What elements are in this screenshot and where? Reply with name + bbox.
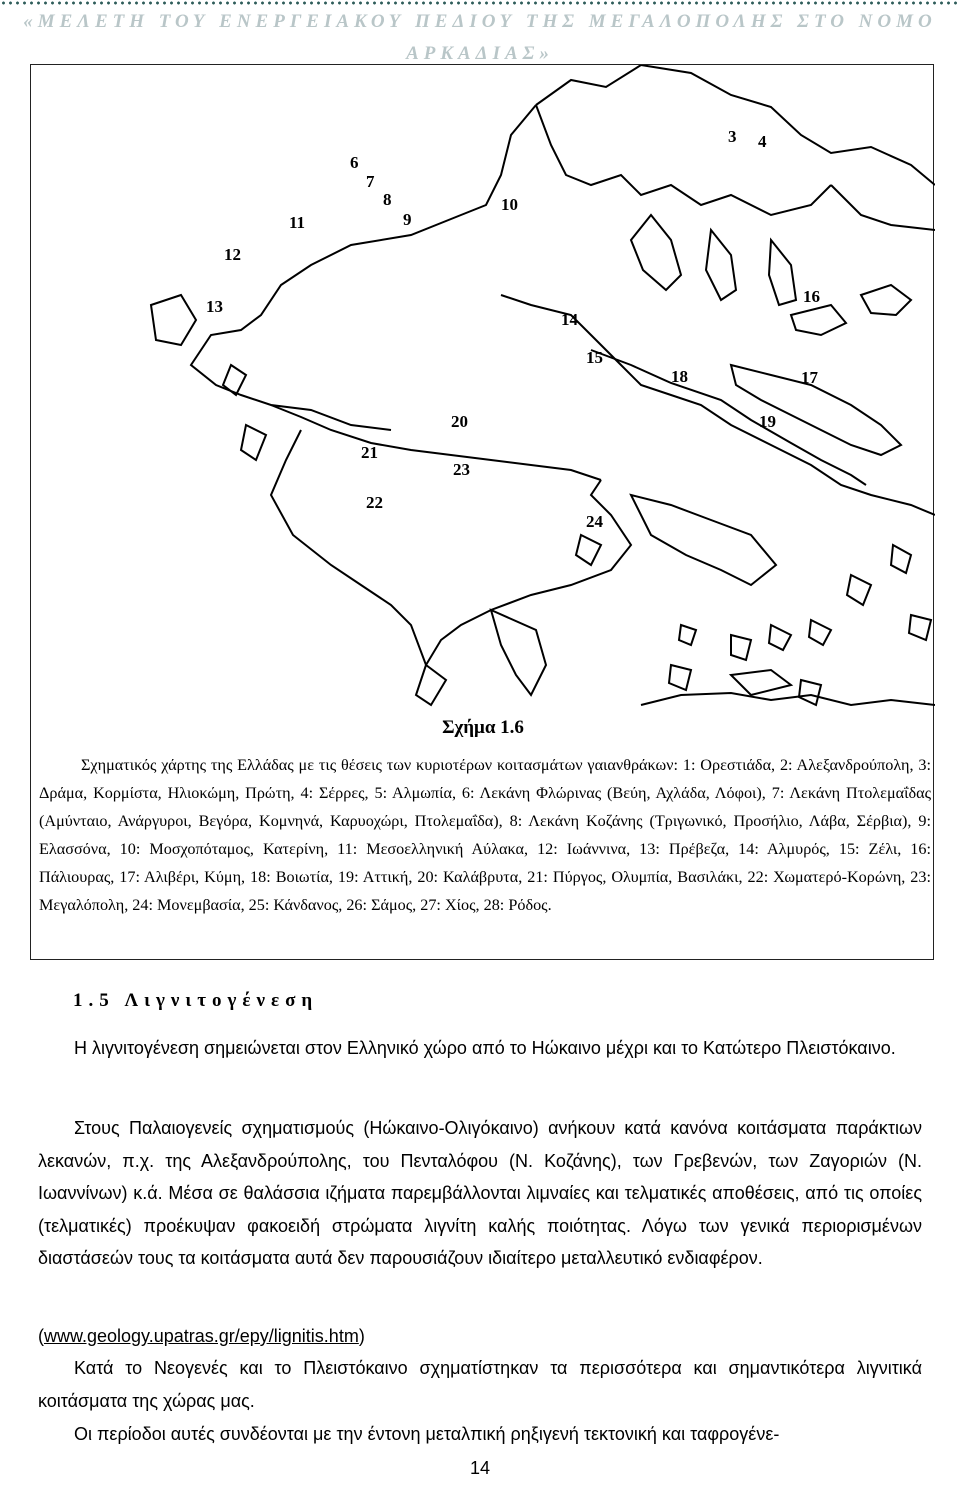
figure-title: Σχήμα 1.6	[442, 717, 524, 738]
map-label-6: 6	[350, 153, 359, 172]
map-label-20: 20	[451, 412, 468, 431]
map-label-15: 15	[586, 348, 603, 367]
greece-lignite-map	[31, 65, 935, 715]
paragraph-1: Η λιγνιτογένεση σημειώνεται στον Ελληνικό χώρο από το Ηώκαινο μέχρι και το Κατώτερο Πλειστόκαινο.	[74, 1038, 896, 1058]
map-label-23: 23	[453, 460, 470, 479]
reference-link[interactable]: www.geology.upatras.gr/epy/lignitis.htm	[44, 1326, 359, 1346]
map-label-16: 16	[803, 287, 820, 306]
map-label-24: 24	[586, 512, 603, 531]
map-label-3: 3	[728, 127, 737, 146]
figure-caption: Σχηματικός χάρτης της Ελλάδας με τις θέσεις των κυριοτέρων κοιτασμάτων γαιανθράκων: 1: Ορεστιάδα, 2: Αλεξανδρούπολη, 3: Δράμα, Κορμίστα, Ηλιοκώμη, Πρώτη, 4: Σέρρες, 5: Αλμωπία, 6: Λεκάνη Φλώρινας (Βεύη, Αχλάδα, Λόφοι), 7: Λεκάνη Πτολεμαΐδας (Αμύνταιο, Ανάργυροι, Βεγόρα, Κομνηνά, Καρυοχώρι, Πτολεμαΐδα), 8: Λεκάνη Κοζάνης (Τριγωνικό, Προσήλιο, Λάβα, Σέρβια), 9: Ελασσόνα, 10: Μοσχοπόταμος, Κατερίνη, 11: Μεσοελληνική Αύλακα, 12: Ιωάννινα, 13: Πρέβεζα, 14: Αλμυρός, 15: Ζέλι, 16: Πάλιουρας, 17: Αλιβέρι, Κύμη, 18: Βοιωτία, 19: Αττική, 20: Καλάβρυτα, 21: Πύργος, Ολυμπία, Βασιλάκι, 22: Χωματερό-Κορώνη, 23: Μεγαλόπολη, 24: Μονεμβασία, 25: Κάνδανος, 26: Σάμος, 27: Χίος, 28: Ρόδος.	[39, 756, 931, 914]
map-label-21: 21	[361, 443, 378, 462]
page-header	[0, 0, 960, 62]
paragraph-4: Οι περίοδοι αυτές συνδέονται με την έντονη μεταλπική ρηξιγενή τεκτονική και ταφρογένε-	[74, 1424, 780, 1444]
map-number-labels	[206, 127, 820, 531]
map-label-14: 14	[561, 310, 578, 329]
map-label-18: 18	[671, 367, 688, 386]
map-label-7: 7	[366, 172, 375, 191]
reference-line	[38, 1320, 922, 1353]
paragraph-3: Κατά το Νεογενές και το Πλειστόκαινο σχηματίστηκαν τα περισσότερα και σημαντικότερα λιγνιτικά κοιτάσματα της χώρας μας.	[38, 1358, 922, 1411]
map-label-11: 11	[289, 213, 306, 232]
map-label-13: 13	[206, 297, 223, 316]
header-title	[0, 6, 960, 70]
map-label-8: 8	[383, 190, 392, 209]
map-label-22: 22	[366, 493, 383, 512]
paragraph-2: Στους Παλαιογενείς σχηματισμούς (Ηώκαινο-Ολιγόκαινο) ανήκουν κατά κανόνα κοιτάσματα παράκτιων λεκανών, π.χ. της Αλεξανδρούπολης, του Πενταλόφου (Ν. Κοζάνης), των Γρεβενών, των Ζαγοριών (Ν. Ιωαννίνων) κ.ά. Μέσα σε θαλάσσια ιζήματα παρεμβάλλονται λιμναίες και τελματικές αποθέσεις, από τις οποίες (τελματικές) προέκυψαν φακοειδή στρώματα λιγνίτη καλής ποιότητας. Λόγω των γενικά περιορισμένων διαστάσεών τους τα κοιτάσματα αυτά δεν παρουσιάζουν ιδιαίτερο μεταλλευτικό ενδιαφέρον.	[38, 1118, 922, 1268]
section-heading: 1.5 Λιγνιτογένεση	[73, 990, 319, 1011]
header-title-line1: «ΜΕΛΕΤΗ ΤΟΥ ΕΝΕΡΓΕΙΑΚΟΥ ΠΕΔΙΟΥ ΤΗΣ ΜΕΓΑΛΟΠΟΛΗΣ ΣΤΟ ΝΟΜΟ	[23, 11, 937, 32]
map-label-4: 4	[758, 132, 767, 151]
map-label-10: 10	[501, 195, 518, 214]
page-number: 14	[469, 1458, 491, 1478]
figure-frame	[30, 64, 934, 960]
map-label-12: 12	[224, 245, 241, 264]
reference-open-paren: (	[38, 1326, 44, 1346]
reference-close-paren: )	[358, 1326, 365, 1346]
map-label-9: 9	[403, 210, 412, 229]
map-label-19: 19	[759, 412, 776, 431]
header-title-line2: ΑΡΚΑΔΙΑΣ»	[406, 43, 554, 64]
map-label-17: 17	[801, 368, 818, 387]
